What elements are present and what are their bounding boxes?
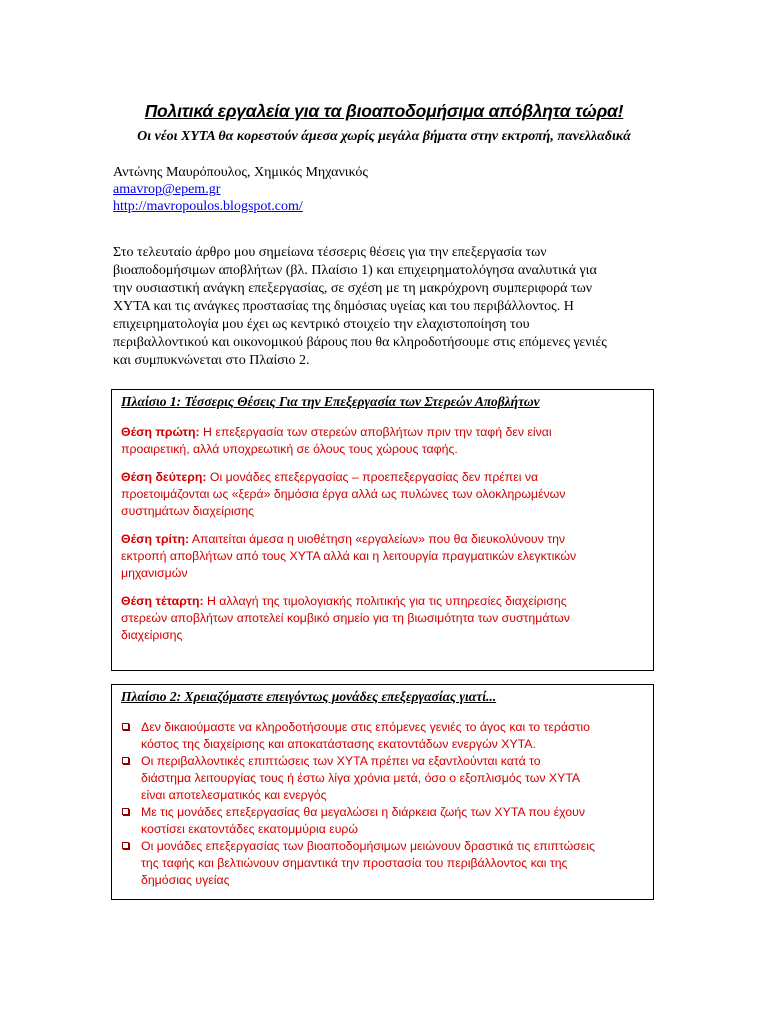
box-four-positions	[111, 389, 654, 671]
list-item-line: διάστημα λειτουργίας τους ή έστω λίγα χρόνια μετά, όσο ο εξοπλισμός των ΧΥΤΑ	[141, 771, 581, 785]
position-second	[121, 469, 645, 520]
author-email-link[interactable]: amavrop@epem.gr	[113, 182, 221, 197]
position-label: Θέση πρώτη:	[121, 425, 200, 439]
position-label: Θέση τέταρτη:	[121, 594, 204, 608]
box-reasons	[111, 684, 654, 900]
list-item-line: της ταφής και βελτιώνουν σημαντικά την προστασία του περιβάλλοντος και της	[141, 856, 568, 870]
square-bullet-icon	[122, 757, 129, 764]
position-label: Θέση δεύτερη:	[121, 470, 207, 484]
position-text: Απαιτείται άμεσα η υιοθέτηση «εργαλείων» που θα διευκολύνουν την	[191, 532, 566, 546]
square-bullet-icon	[122, 808, 129, 815]
intro-line: και συμπυκνώνεται στο Πλαίσιο 2.	[113, 353, 310, 368]
intro-line: επιχειρηματολογία μου έχει ως κεντρικό στοιχείο την ελαχιστοποίηση του	[113, 317, 530, 332]
square-bullet-icon	[122, 842, 129, 849]
position-third	[121, 531, 645, 582]
reasons-list	[121, 719, 645, 889]
position-text: Οι μονάδες επεξεργασίας – προεπεξεργασίας δεν πρέπει να	[209, 470, 539, 484]
position-line: προετοιμάζονται ως «ξερά» δημόσια έργα αλλά ως πυλώνες των ολοκληρωμένων	[121, 487, 566, 501]
position-line	[121, 593, 645, 610]
list-item-line: είναι αποτελεσματικός και ενεργός	[141, 788, 327, 802]
list-item-line: Οι περιβαλλοντικές επιπτώσεις των ΧΥΤΑ πρέπει να εξαντλούνται κατά το	[141, 754, 541, 768]
author-line: Αντώνης Μαυρόπουλος, Χημικός Μηχανικός	[113, 165, 368, 180]
list-item-line: Οι μονάδες επεξεργασίας των βιοαποδομήσιμων μειώνουν δραστικά τις επιπτώσεις	[141, 839, 595, 853]
list-item-line: δημόσιας υγείας	[141, 873, 230, 887]
intro-line: βιοαποδομήσιμων αποβλήτων (βλ. Πλαίσιο 1) και επιχειρηματολόγησα αναλυτικά για	[113, 263, 597, 278]
list-item-line: Δεν δικαιούμαστε να κληροδοτήσουμε στις επόμενες γενιές το άγος και το τεράστιο	[141, 720, 591, 734]
position-text: Η αλλαγή της τιμολογιακής πολιτικής για τις υπηρεσίες διαχείρισης	[206, 594, 567, 608]
position-line	[121, 531, 645, 548]
position-line	[121, 469, 645, 486]
position-line: εκτροπή αποβλήτων από τους ΧΥΤΑ αλλά και η λειτουργία πραγματικών ελεγκτικών	[121, 549, 577, 563]
list-item	[121, 804, 645, 838]
author-blog-link[interactable]: http://mavropoulos.blogspot.com/	[113, 199, 303, 214]
position-line: συστημάτων διαχείρισης	[121, 504, 255, 518]
list-item-line: κόστος της διαχείρισης και αποκατάστασης εκατοντάδων ενεργών ΧΥΤΑ.	[141, 737, 536, 751]
list-item	[121, 719, 645, 753]
intro-line: ΧΥΤΑ και τις ανάγκες προστασίας της δημόσιας υγείας και του περιβάλλοντος. Η	[113, 299, 574, 314]
position-label: Θέση τρίτη:	[121, 532, 190, 546]
document-title: Πολιτικά εργαλεία για τα βιοαποδομήσιμα απόβλητα τώρα!	[144, 101, 624, 121]
intro-line: Στο τελευταίο άρθρο μου σημείωνα τέσσερις θέσεις για την επεξεργασία των	[113, 245, 547, 260]
document-subtitle: Οι νέοι ΧΥΤΑ θα κορεστούν άμεσα χωρίς μεγάλα βήματα στην εκτροπή, πανελλαδικά	[137, 129, 631, 144]
intro-paragraph	[113, 244, 653, 370]
position-line: προαιρετική, αλλά υποχρεωτική σε όλους τους χώρους ταφής.	[121, 442, 458, 456]
list-item	[121, 838, 645, 889]
position-line: μηχανισμών	[121, 566, 188, 580]
position-fourth	[121, 593, 645, 644]
intro-line: την ουσιαστική ανάγκη επεξεργασίας, σε σχέση με τη μακρόχρονη συμπεριφορά των	[113, 281, 593, 296]
position-line: στερεών αποβλήτων αποτελεί κομβικό σημείο για τη βιωσιμότητα των συστημάτων	[121, 611, 570, 625]
box2-title: Πλαίσιο 2: Χρειαζόμαστε επειγόντως μονάδες επεξεργασίας γιατί...	[121, 689, 497, 704]
position-line	[121, 424, 645, 441]
position-first	[121, 424, 645, 458]
list-item	[121, 753, 645, 804]
position-line: διαχείρισης	[121, 628, 183, 642]
position-text: Η επεξεργασία των στερεών αποβλήτων πριν την ταφή δεν είναι	[203, 425, 552, 439]
box1-title: Πλαίσιο 1: Τέσσερις Θέσεις Για την Επεξεργασία των Στερεών Αποβλήτων	[121, 394, 540, 409]
list-item-line: Με τις μονάδες επεξεργασίας θα μεγαλώσει η διάρκεια ζωής των ΧΥΤΑ που έχουν	[141, 805, 585, 819]
intro-line: περιβαλλοντικού και οικονομικού βάρους που θα κληροδοτήσουμε στις επόμενες γενιές	[113, 335, 607, 350]
list-item-line: κοστίσει εκατοντάδες εκατομμύρια ευρώ	[141, 822, 359, 836]
square-bullet-icon	[122, 723, 129, 730]
